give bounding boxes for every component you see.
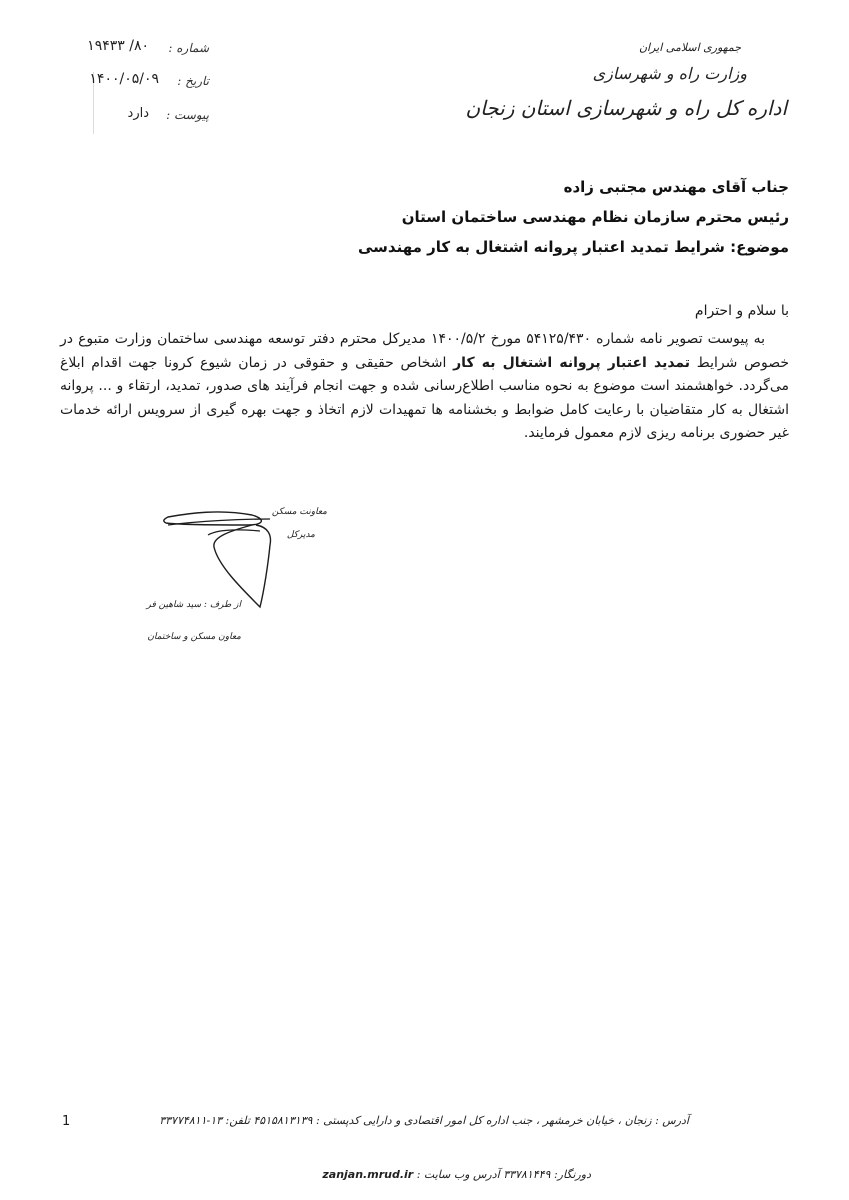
body-text-part1: به پیوست تصویر نامه شماره ۵۴۱۲۵/۴۳۰ مورخ ۱۴۰۰/۵/۲ مدیرکل محترم دفتر توسعه مهندسی ساختمان وزارت متبوع در خصوص شرایط: [60, 331, 789, 371]
date-label: تاریخ :: [177, 74, 209, 88]
letter-subject: موضوع: شرایط تمدید اعتبار پروانه اشتغال به کار مهندسی: [358, 238, 789, 256]
attachment-label: پیوست :: [166, 108, 209, 122]
signature-line-4: معاون مسکن و ساختمان: [147, 632, 241, 642]
letter-body: [60, 328, 789, 446]
footer-fax-label: دورنگار: ۳۳۷۸۱۴۴۹ آدرس وب سایت :: [416, 1168, 591, 1181]
date-value: ۱۴۰۰/۰۵/۰۹: [89, 71, 159, 87]
attachment-value: دارد: [127, 106, 149, 121]
page-number: 1: [62, 1114, 71, 1129]
body-text-part2: اشخاص حقیقی و حقوقی در زمان شیوع کرونا جهت اقدام ابلاغ می‌گردد. خواهشمند است موضوع به نحوه مناسب اطلاع‌رسانی شده و جهت انجام فرآیند های صدور، تمدید، ارتقاء و ... پروانه اشتغال به کار متقاضیان با رعایت کامل ضوابط و بخشنامه ها تمهیدات لازم اتخاذ و جهت بهره گیری از سرویس ارائه خدمات غیر حضوری برنامه ریزی لازم معمول فرمایند.: [60, 354, 789, 441]
letterhead-ministry: وزارت راه و شهرسازی: [592, 64, 747, 83]
number-label: شماره :: [168, 41, 209, 55]
signature-line-3: از طرف : سید شاهین فر: [146, 600, 241, 610]
addressee-name: جناب آقای مهندس مجتبی زاده: [563, 178, 789, 196]
greeting: با سلام و احترام: [694, 303, 789, 319]
addressee-title: رئیس محترم سازمان نظام مهندسی ساختمان استان: [401, 208, 789, 226]
number-value: ۸۰/ ۱۹۴۳۳: [87, 38, 149, 54]
body-text-bold: تمدید اعتبار پروانه اشتغال به کار: [453, 354, 691, 371]
signature-line-2: مدیرکل: [286, 530, 315, 540]
website-link[interactable]: zanjan.mrud.ir: [322, 1168, 414, 1181]
letterhead-directorate: اداره کل راه و شهرسازی استان زنجان: [465, 96, 787, 120]
letterhead-republic: جمهوری اسلامی ایران: [638, 41, 741, 54]
signature-line-1: معاونت مسکن: [271, 507, 327, 517]
footer-fax-website: [322, 1168, 591, 1181]
footer-address: آدرس : زنجان ، خیابان خرمشهر ، جنب اداره کل امور اقتصادی و دارایی کدپستی : ۴۵۱۵۸۱۳۱۳۹ تلفن: ۱۳-۳۳۷۷۴۸۱۱: [159, 1114, 689, 1127]
